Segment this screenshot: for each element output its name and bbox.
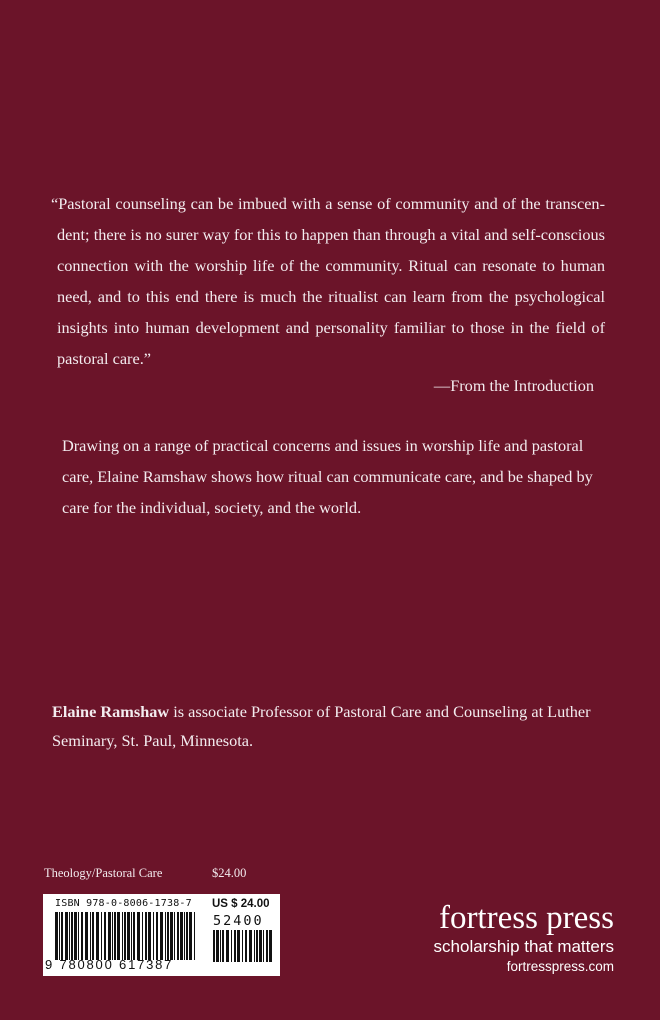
barcode-bar	[81, 912, 83, 960]
barcode-bar	[216, 930, 219, 962]
barcode-bar	[263, 930, 264, 962]
barcode-bar	[133, 912, 135, 960]
barcode-bar	[156, 912, 158, 960]
price-addon-barcode	[213, 930, 273, 962]
barcode-bar	[170, 912, 173, 960]
barcode-bar	[142, 912, 143, 960]
barcode-bar	[184, 912, 185, 960]
barcode-bar	[69, 912, 70, 960]
subject-category: Theology/Pastoral Care	[44, 866, 163, 880]
barcode-bar	[61, 912, 63, 960]
barcode-bar	[194, 912, 195, 960]
barcode-bar	[249, 930, 252, 962]
quote-text: “Pastoral counseling can be imbued with a sense of community and of the transcen-dent; there is no surer way for this to happen than through a vital and self-conscious connection with the worship life of the community. Ritual can resonate to human need, and to this end there is much the ritualist can learn from the psychological insights into human development and personality familiar to those in the field of pastoral care.”	[51, 194, 605, 368]
isbn-barcode	[55, 912, 197, 960]
barcode-panel	[43, 894, 280, 976]
author-bio	[52, 697, 612, 755]
barcode-bar	[78, 912, 79, 960]
barcode-bar	[186, 912, 188, 960]
barcode-bar	[71, 912, 73, 960]
barcode-bar	[165, 912, 166, 960]
barcode-bar	[226, 930, 229, 962]
barcode-bar	[74, 912, 77, 960]
barcode-bar	[104, 912, 106, 960]
barcode-bar	[269, 930, 272, 962]
barcode-bar	[131, 912, 132, 960]
barcode-bar	[254, 930, 255, 962]
barcode-bar	[148, 912, 151, 960]
book-description: Drawing on a range of practical concerns and issues in worship life and pastoral care, Elaine Ramshaw shows how ritual can communicate care, and be shaped by care for the individual, society, and the world.	[62, 436, 593, 517]
barcode-bar	[55, 912, 58, 960]
price-addon-code: 52400	[213, 913, 264, 929]
barcode-bar	[114, 912, 116, 960]
barcode-bar	[92, 912, 94, 960]
barcode-bar	[231, 930, 232, 962]
barcode-bar	[177, 912, 179, 960]
barcode-bar	[108, 912, 111, 960]
barcode-bar	[222, 930, 224, 962]
cover-price: $24.00	[212, 866, 247, 880]
barcode-bar	[112, 912, 113, 960]
barcode-bar	[96, 912, 99, 960]
barcode-bar	[180, 912, 183, 960]
barcode-bar	[234, 930, 236, 962]
barcode-bar	[65, 912, 68, 960]
barcode-bar	[124, 912, 126, 960]
barcode-bar	[145, 912, 147, 960]
barcode-bar	[122, 912, 123, 960]
barcode-bar	[90, 912, 91, 960]
publisher-tagline: scholarship that matters	[433, 937, 614, 956]
barcode-bar	[259, 930, 262, 962]
barcode-bar	[237, 930, 240, 962]
quote-attribution: —From the Introduction	[433, 376, 594, 395]
barcode-bar	[127, 912, 130, 960]
isbn-label: ISBN 978-0-8006-1738-7	[55, 898, 192, 909]
pull-quote	[51, 188, 605, 374]
author-name: Elaine Ramshaw	[52, 702, 170, 721]
barcode-bar	[85, 912, 88, 960]
barcode-bar	[245, 930, 247, 962]
barcode-bar	[153, 912, 154, 960]
barcode-bar	[242, 930, 243, 962]
barcode-bar	[256, 930, 258, 962]
publisher-name: fortress press	[438, 900, 614, 936]
barcode-bar	[117, 912, 120, 960]
barcode-bar	[167, 912, 169, 960]
barcode-bar	[101, 912, 102, 960]
barcode-bar	[189, 912, 192, 960]
barcode-bar	[266, 930, 268, 962]
author-bio-text: is associate Professor of Pastoral Care and Counseling at Luther Seminary, St. Paul, Minnesota.	[52, 702, 591, 750]
barcode-bar	[137, 912, 140, 960]
publisher-website[interactable]: fortresspress.com	[506, 959, 614, 974]
barcode-bar	[213, 930, 215, 962]
barcode-bar	[160, 912, 163, 960]
barcode-bar	[59, 912, 60, 960]
barcode-bar	[220, 930, 221, 962]
barcode-bar	[174, 912, 175, 960]
publisher-logo	[434, 900, 614, 976]
barcode-price: US $ 24.00	[212, 898, 270, 910]
barcode-digits: 9 780800 617387	[45, 957, 174, 972]
